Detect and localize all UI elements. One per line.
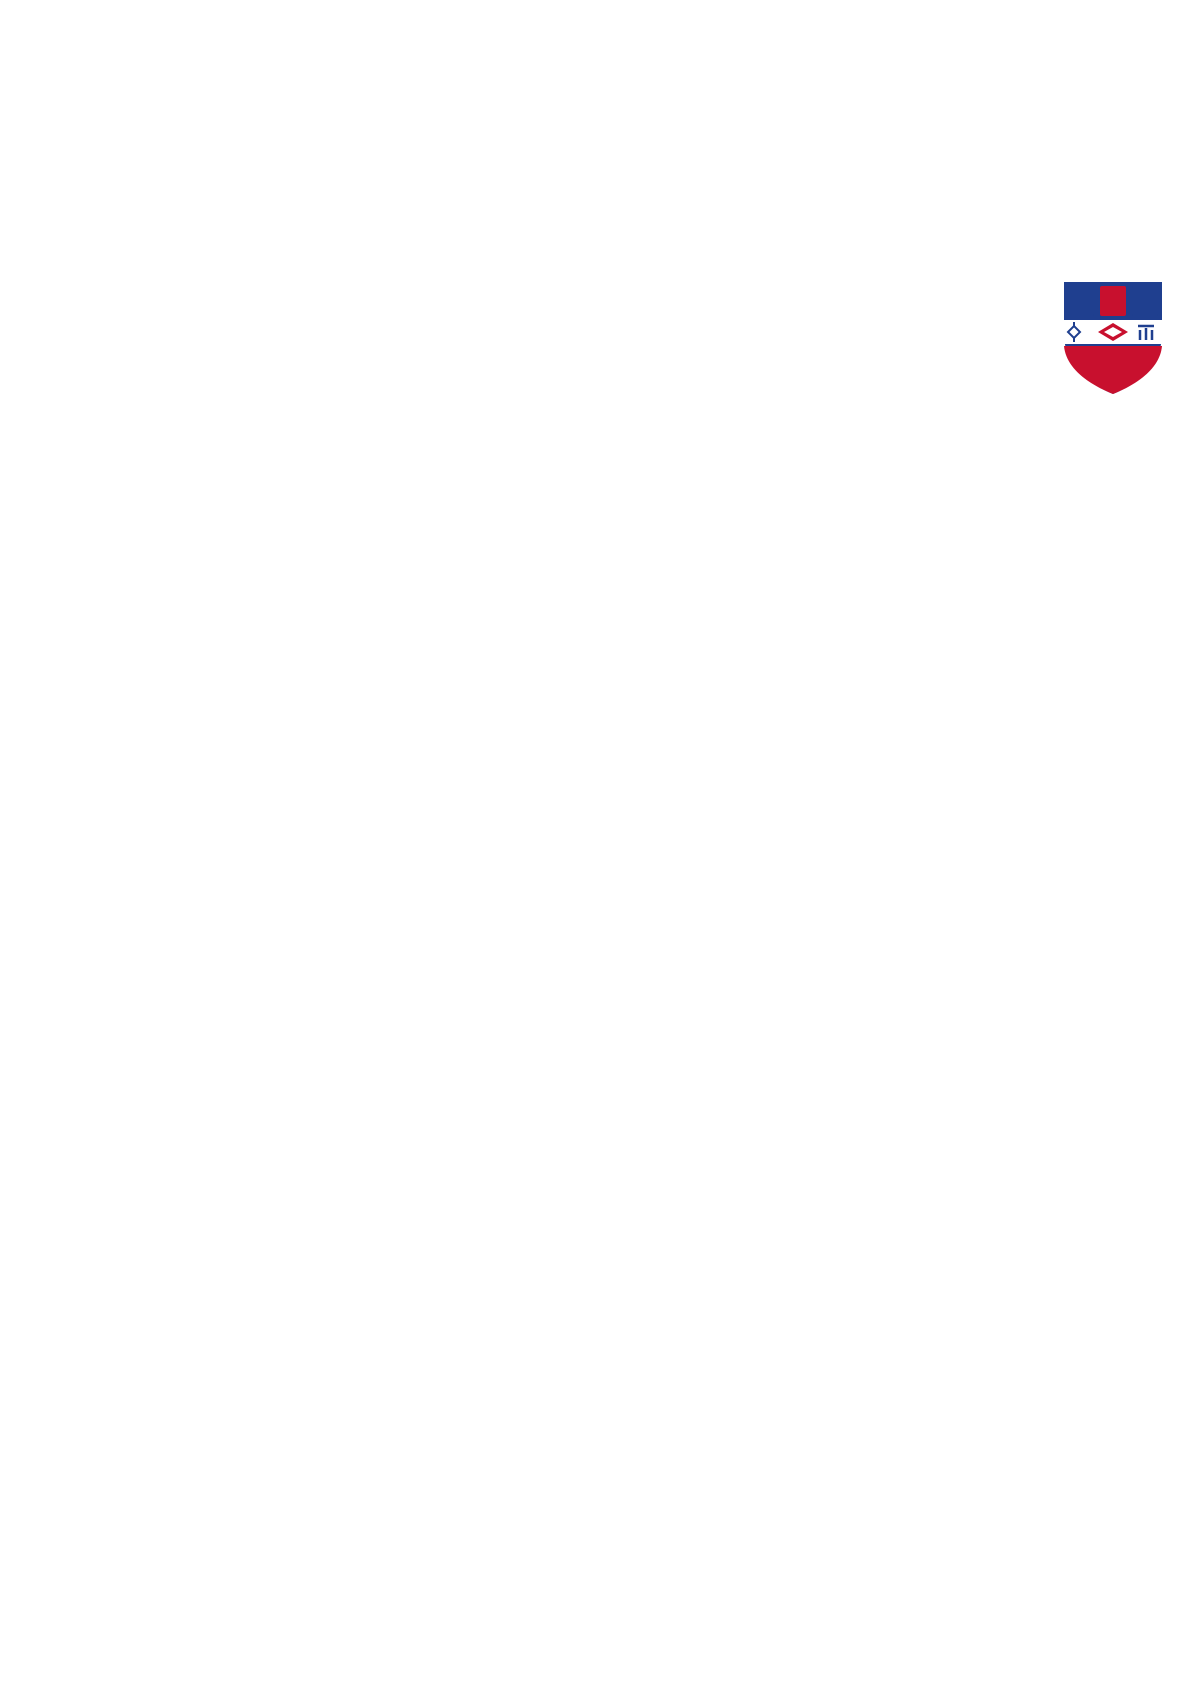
qr-code-icon [1065, 412, 1155, 502]
document-body [28, 0, 1178, 26]
sidebar-branding [1058, 282, 1168, 508]
hub-logo [1058, 282, 1168, 394]
